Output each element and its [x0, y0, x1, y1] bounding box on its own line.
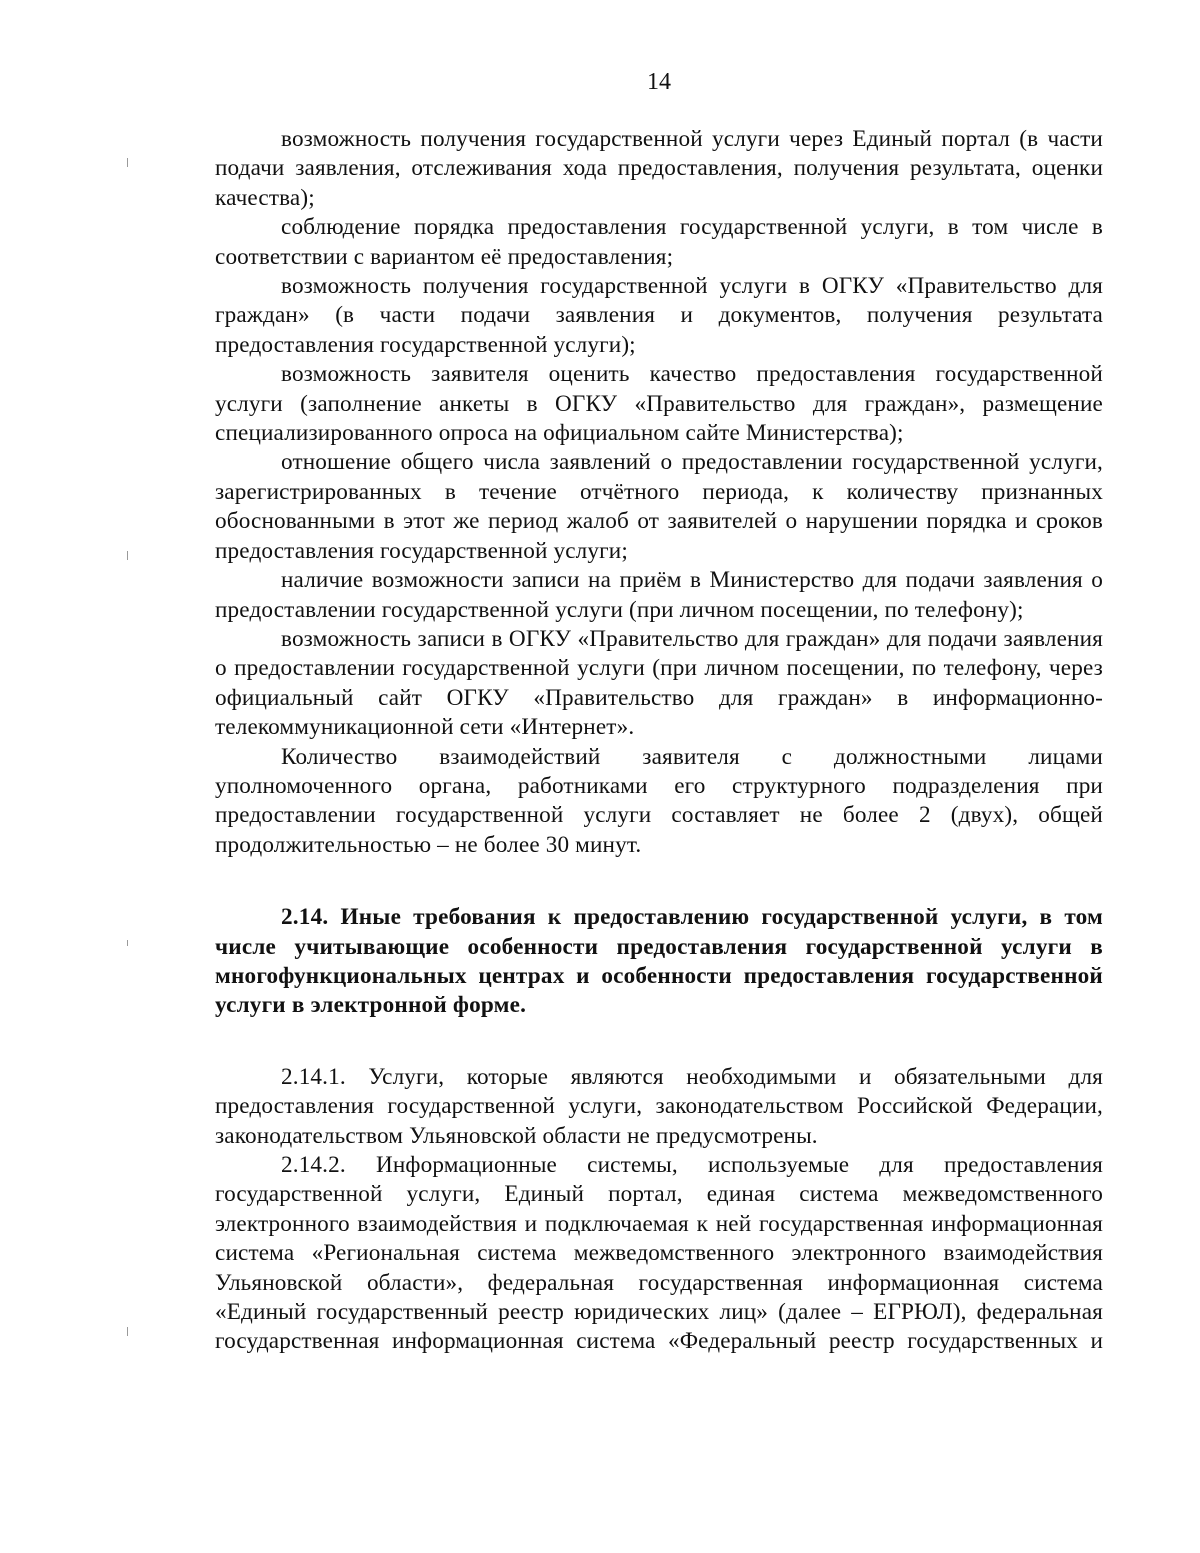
document-body [215, 125, 1103, 1357]
margin-mark [127, 551, 128, 560]
margin-mark [127, 1327, 128, 1336]
paragraph: возможность записи в ОГКУ «Правительство для граждан» для подачи заявления о предоставлении государственной услуги (при личном посещении, по телефону, через официальный сайт ОГКУ «Правительство для граждан» в информационно-телекоммуникационной сети «Интернет». [215, 625, 1103, 741]
paragraph: Количество взаимодействий заявителя с должностными лицами уполномоченного органа, работниками его структурного подразделения при предоставлении государственной услуги составляет не более 2 (двух), общей продолжительностью – не более 30 минут. [215, 743, 1103, 858]
paragraph: отношение общего числа заявлений о предоставлении государственной услуги, зарегистрированных в течение отчётного периода, к количеству признанных обоснованными в этот же период жалоб от заявителей о нарушении порядка и сроков предоставления государственной услуги; [215, 449, 1103, 564]
margin-mark [127, 940, 128, 946]
section-heading: 2.14. Иные требования к предоставлению государственной услуги, в том числе учитывающие особенности предоставления государственной услуги в многофункциональных центрах и особенности предоставления государственной услуги в электронной форме. [215, 904, 1103, 1019]
paragraph: возможность заявителя оценить качество предоставления государственной услуги (заполнение анкеты в ОГКУ «Правительство для граждан», размещение специализированного опроса на официальном сайте Министерства); [215, 361, 1103, 447]
paragraph: соблюдение порядка предоставления государственной услуги, в том числе в соответствии с вариантом её предоставления; [215, 214, 1103, 270]
paragraph: 2.14.1. Услуги, которые являются необходимыми и обязательными для предоставления государственной услуги, законодательством Российской Федерации, законодательством Ульяновской области не предусмотрены. [215, 1063, 1103, 1149]
paragraph: возможность получения государственной услуги в ОГКУ «Правительство для граждан» (в части подачи заявления и документов, получения результата предоставления государственной услуги); [215, 273, 1103, 358]
margin-mark [127, 158, 128, 167]
paragraph: возможность получения государственной услуги через Единый портал (в части подачи заявления, отслеживания хода предоставления, получения результата, оценки качества); [215, 126, 1103, 211]
page-number: 14 [647, 69, 671, 95]
paragraph: 2.14.2. Информационные системы, используемые для предоставления государственной услуги, Единый портал, единая система межведомственного электронного взаимодействия и подключаемая к ней государственная информационная система «Региональная система межведомственного электронного взаимодействия Ульяновской области», федеральная государственная информационная система «Единый государственный реестр юридических лиц» (далее – ЕГРЮЛ), федеральная государственная информационная система «Федеральный реестр государственных и [215, 1152, 1103, 1355]
paragraph: наличие возможности записи на приём в Министерство для подачи заявления о предоставлении государственной услуги (при личном посещении, по телефону); [215, 567, 1103, 623]
